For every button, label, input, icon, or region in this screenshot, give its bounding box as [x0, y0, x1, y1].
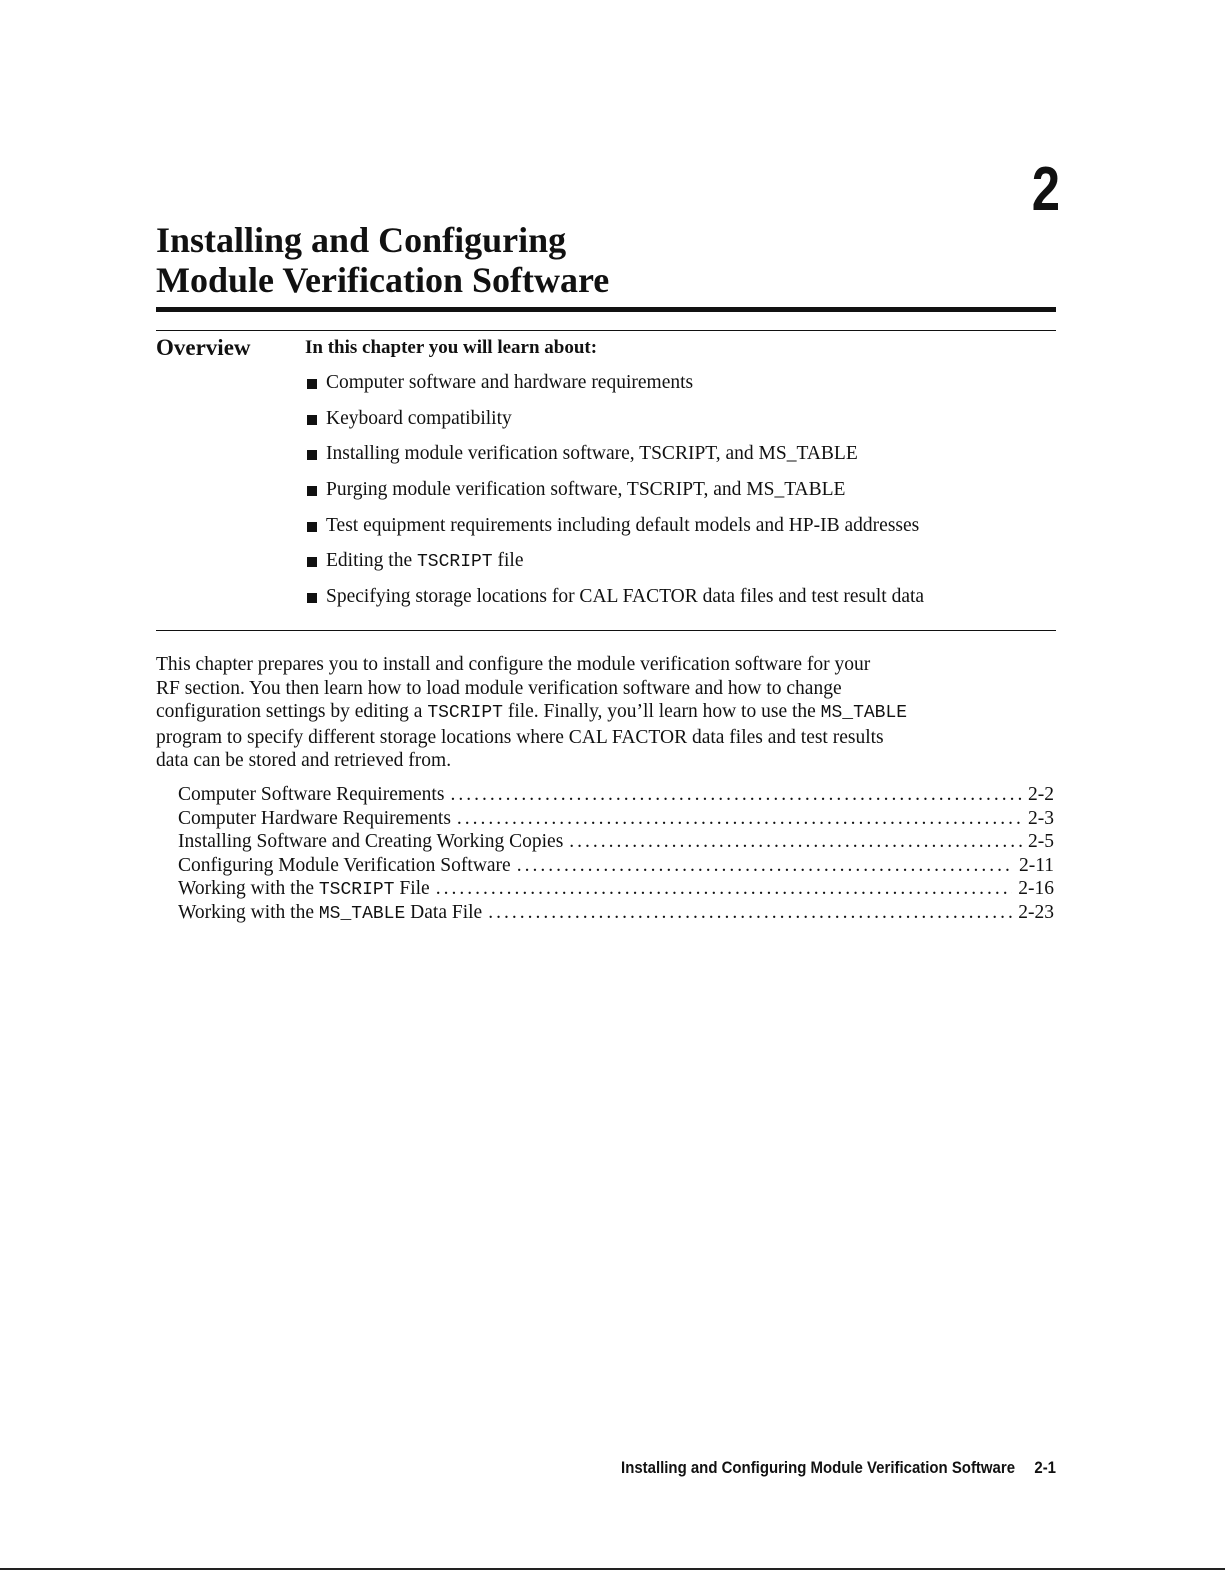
toc-page-number: 2-23 — [1018, 901, 1054, 923]
bullet-square-icon — [307, 557, 317, 567]
bullet-item: Specifying storage locations for CAL FACTOR data files and test result data — [305, 583, 924, 619]
bullet-square-icon — [307, 379, 317, 389]
bullet-item: Test equipment requirements including default models and HP-IB addresses — [305, 512, 924, 548]
toc-leader-dots — [569, 830, 1022, 854]
chapter-number: 2 — [1031, 155, 1060, 224]
toc-entry[interactable]: Computer Software Requirements ..... 2-2 — [178, 783, 1054, 807]
overview-bullet-list — [305, 369, 924, 619]
footer-title: Installing and Configuring Module Verification Software — [621, 1458, 1016, 1477]
toc-entry[interactable]: Configuring Module Verification Software ..... 2-11 — [178, 854, 1054, 878]
chapter-title — [156, 220, 1056, 300]
bullet-square-icon — [307, 450, 317, 460]
bullet-item: Computer software and hardware requirements — [305, 369, 924, 405]
intro-paragraph: This chapter prepares you to install and configure the module verification software for your RF section. You then learn how to load module verification software and how to change configuration settings by editing a TSCRIPT file. Finally, you’ll learn how to use the MS_TABLE program to specify different storage locations where CAL FACTOR data files and test results data can be stored and retrieved from. — [156, 654, 908, 772]
toc-leader-dots — [517, 854, 1013, 878]
overview-top-rule — [156, 330, 1056, 331]
toc-page-number: 2-16 — [1018, 878, 1054, 900]
bullet-square-icon — [307, 486, 317, 496]
code-tscript: TSCRIPT — [417, 552, 493, 573]
toc-leader-dots — [436, 877, 1013, 901]
bullet-item: Purging module verification software, TSCRIPT, and MS_TABLE — [305, 476, 924, 512]
overview-heading: Overview — [156, 335, 251, 360]
toc-entry[interactable]: Working with the MS_TABLE Data File ..... 2-23 — [178, 901, 1054, 925]
toc-page-number: 2-5 — [1028, 831, 1054, 853]
code-tscript: TSCRIPT — [427, 703, 503, 724]
code-ms-table: MS_TABLE — [820, 703, 908, 724]
bullet-item: Installing module verification software, TSCRIPT, and MS_TABLE — [305, 440, 924, 476]
toc-entry[interactable]: Working with the TSCRIPT File ..... 2-16 — [178, 877, 1054, 901]
title-rule — [156, 307, 1056, 312]
chapter-title-line-1: Installing and Configuring — [156, 220, 567, 260]
overview-bottom-rule — [156, 630, 1056, 631]
toc-entry[interactable]: Installing Software and Creating Working Copies ..... 2-5 — [178, 830, 1054, 854]
toc-page-number: 2-3 — [1028, 807, 1054, 829]
toc-entry[interactable]: Computer Hardware Requirements ..... 2-3 — [178, 807, 1054, 831]
bullet-item: Keyboard compatibility — [305, 405, 924, 441]
toc-page-number: 2-2 — [1028, 784, 1054, 805]
page-bottom-edge — [0, 1568, 1225, 1570]
table-of-contents — [178, 783, 1054, 925]
chapter-title-line-2: Module Verification Software — [156, 260, 610, 300]
toc-page-number: 2-11 — [1018, 854, 1054, 876]
bullet-item: Editing the TSCRIPT file — [305, 547, 924, 583]
bullet-square-icon — [307, 415, 317, 425]
overview-intro: In this chapter you will learn about: — [305, 337, 598, 358]
toc-leader-dots — [450, 783, 1022, 807]
page-footer — [620, 1456, 1056, 1480]
bullet-square-icon — [307, 522, 317, 532]
bullet-square-icon — [307, 593, 317, 603]
toc-leader-dots — [457, 807, 1022, 831]
footer-page-number: 2-1 — [1034, 1458, 1056, 1477]
toc-leader-dots — [488, 901, 1012, 925]
